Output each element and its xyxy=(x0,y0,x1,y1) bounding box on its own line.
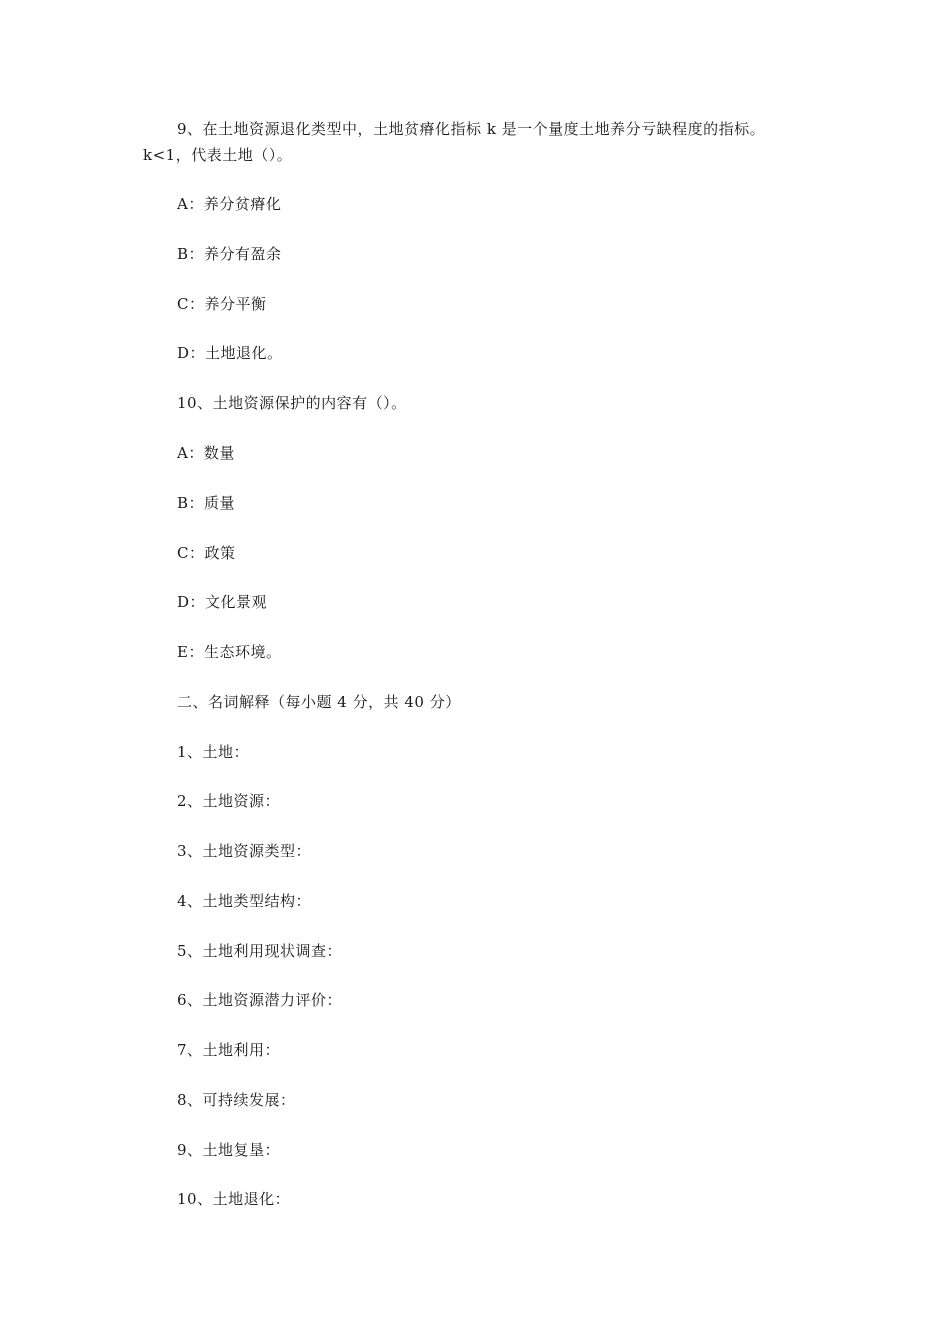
term-item: 6、土地资源潜力评价： xyxy=(177,991,343,1009)
question-9-option-a: A：养分贫瘠化 xyxy=(177,195,282,213)
section-heading: 二、名词解释（每小题 4 分，共 40 分） xyxy=(177,693,461,711)
question-10-option-e: E：生态环境。 xyxy=(177,643,282,661)
question-10-option-a: A：数量 xyxy=(177,444,235,462)
term-item: 3、土地资源类型： xyxy=(177,842,312,860)
question-10-stem: 10、土地资源保护的内容有（）。 xyxy=(177,394,407,412)
term-item: 2、土地资源： xyxy=(177,792,281,810)
question-9-stem: 9、在土地资源退化类型中，土地贫瘠化指标 k 是一个量度土地养分亏缺程度的指标。 xyxy=(177,120,766,138)
term-item: 8、可持续发展： xyxy=(177,1091,296,1109)
term-item: 10、土地退化： xyxy=(177,1190,291,1208)
term-item: 4、土地类型结构： xyxy=(177,892,312,910)
question-9-option-c: C：养分平衡 xyxy=(177,295,267,313)
question-10-option-d: D：文化景观 xyxy=(177,593,268,611)
question-10-option-b: B：质量 xyxy=(177,494,236,512)
term-item: 9、土地复垦： xyxy=(177,1141,281,1159)
question-9-option-b: B：养分有盈余 xyxy=(177,245,282,263)
question-9-option-d: D：土地退化。 xyxy=(177,344,283,362)
question-9-stem-continuation: k<1，代表土地（）。 xyxy=(143,146,293,164)
term-item: 1、土地： xyxy=(177,743,250,761)
term-item: 7、土地利用： xyxy=(177,1041,281,1059)
term-item: 5、土地利用现状调查： xyxy=(177,942,343,960)
question-10-option-c: C：政策 xyxy=(177,544,236,562)
